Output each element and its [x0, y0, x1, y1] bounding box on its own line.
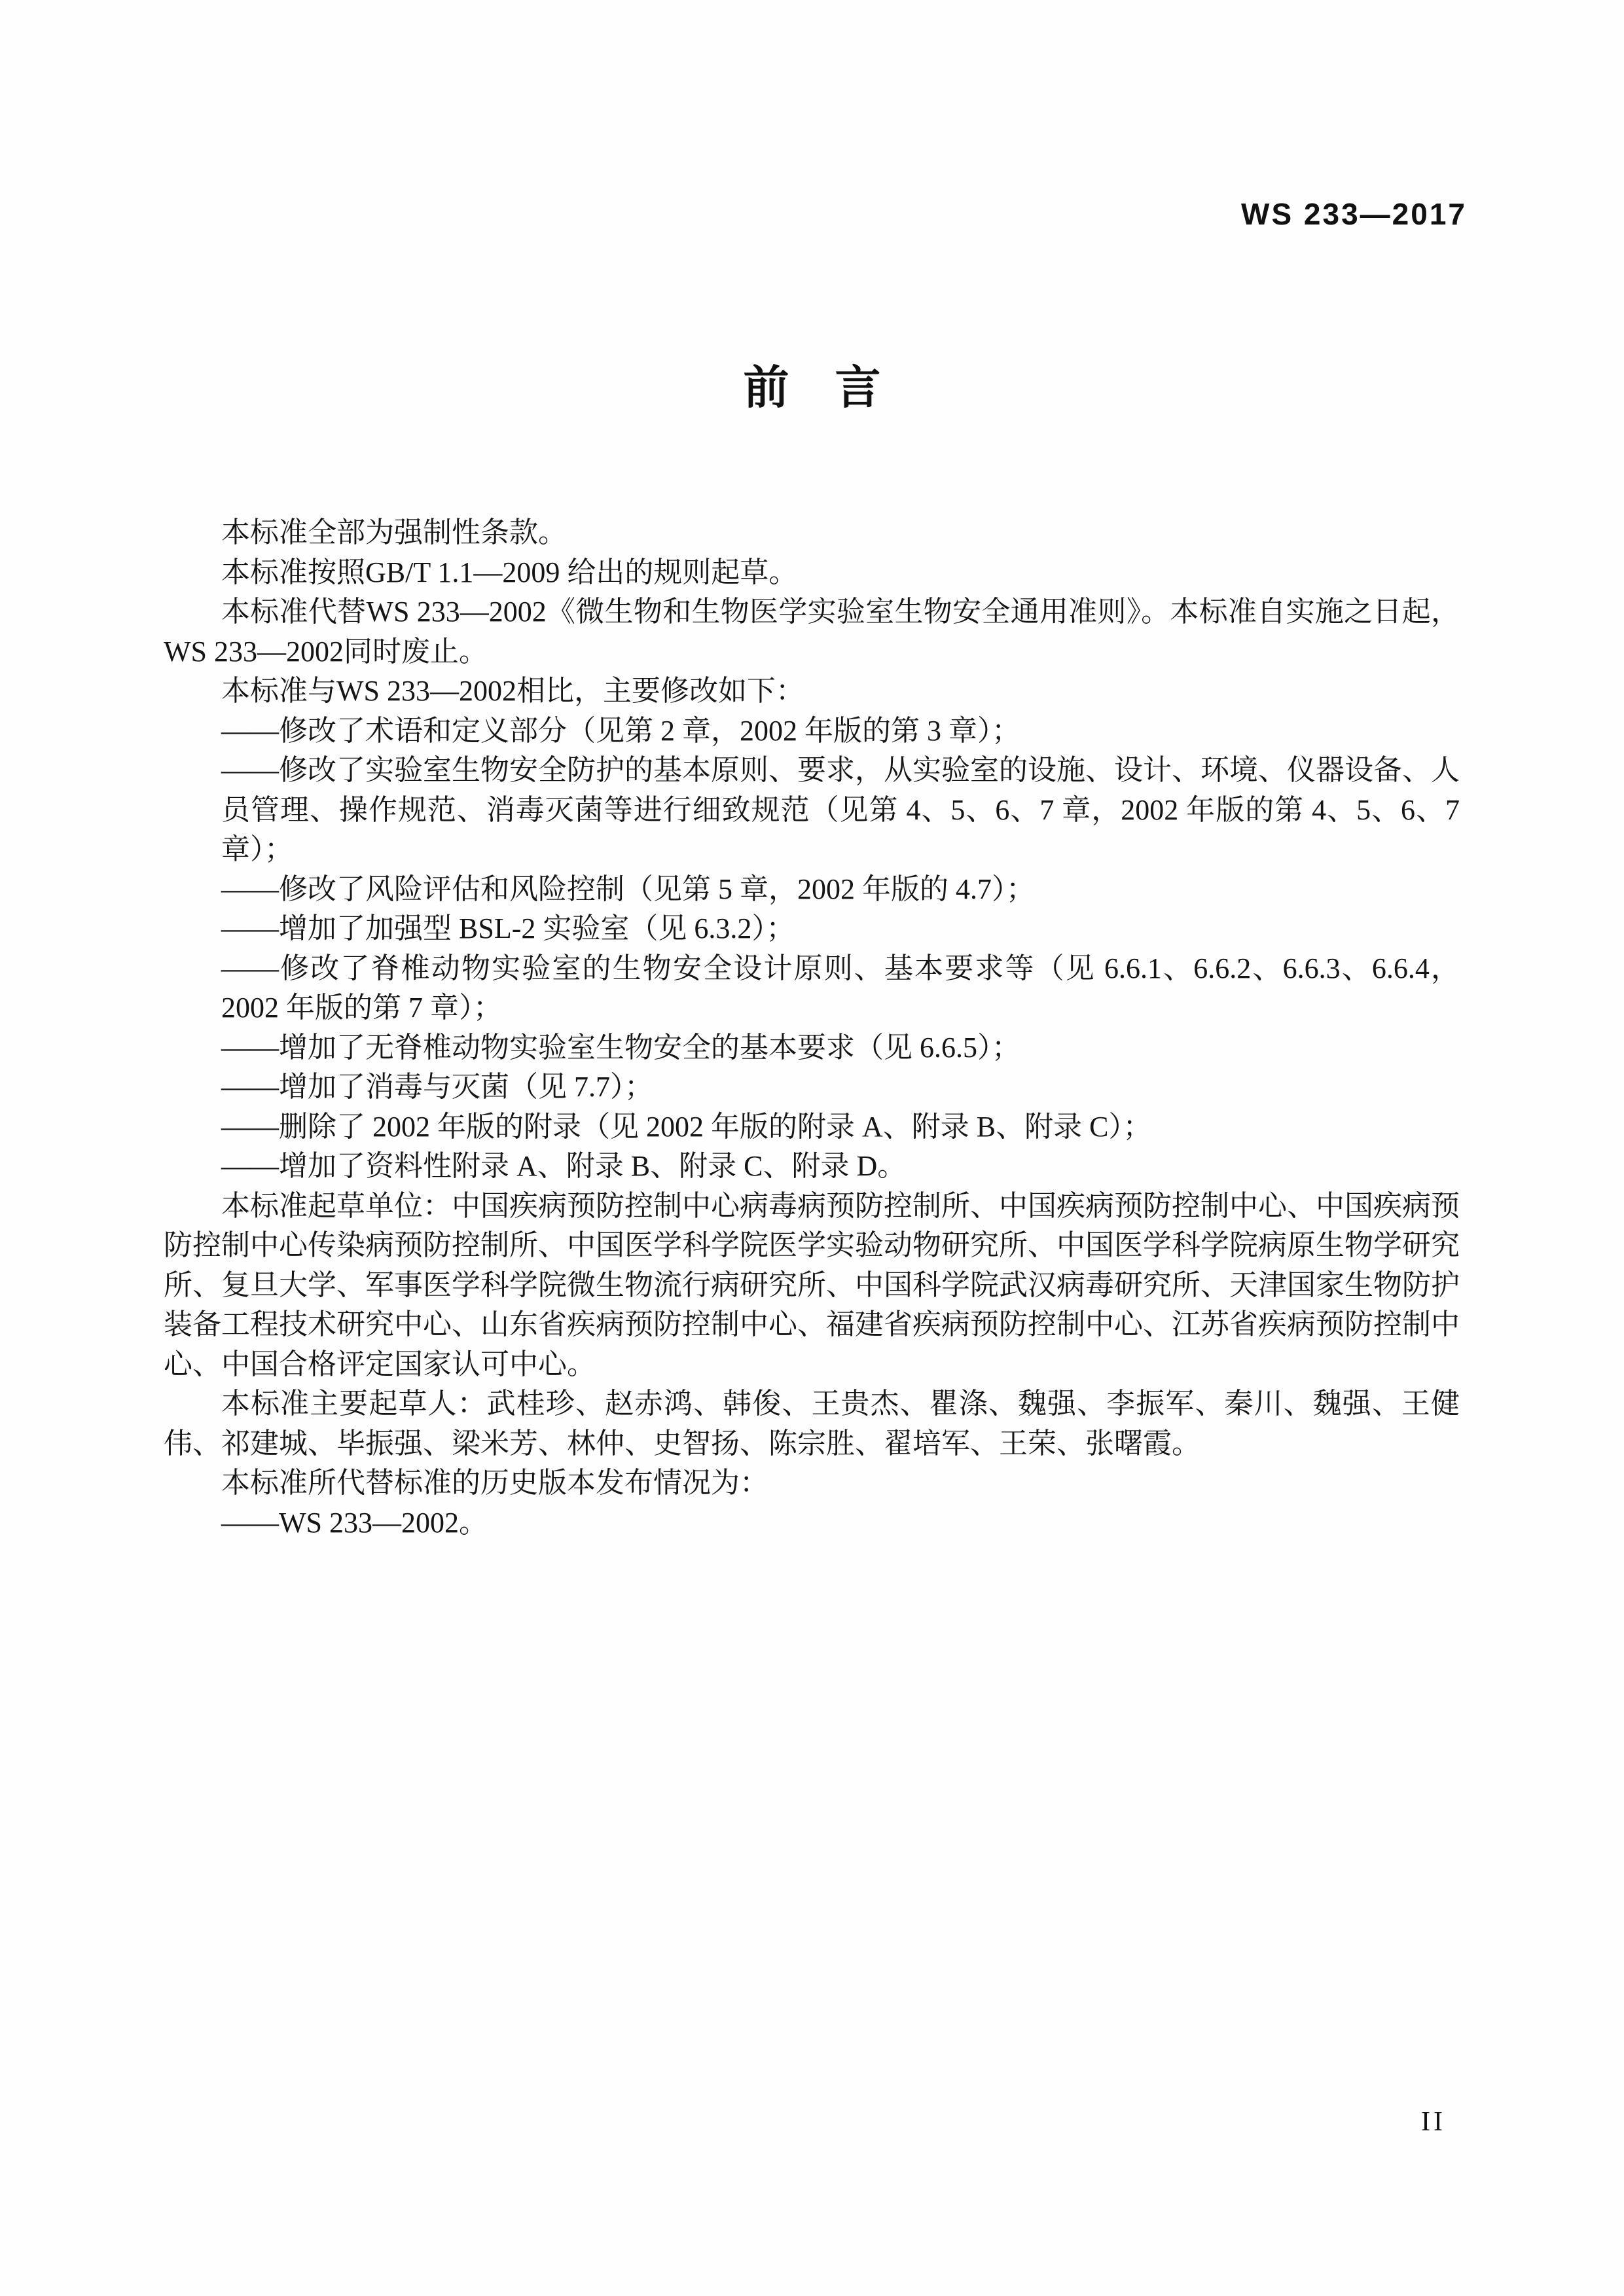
foreword-paragraph: 本标准按照GB/T 1.1—2009 给出的规则起草。	[221, 556, 798, 588]
page-title: 前 言	[743, 362, 881, 413]
foreword-paragraph: 本标准所代替标准的历史版本发布情况为：	[221, 1467, 768, 1499]
foreword-paragraph: ——删除了 2002 年版的附录（见 2002 年版的附录 A、附录 B、附录 C）；	[221, 1110, 1152, 1143]
foreword-paragraph: 本标准主要起草人：武桂珍、赵赤鸿、韩俊、王贵杰、瞿涤、魏强、李振军、秦川、魏强、王健伟、祁建城、毕振强、梁米芳、林仲、史智扬、陈宗胜、翟培军、王荣、张曙霞。	[164, 1388, 1460, 1460]
foreword-paragraph: 本标准起草单位：中国疾病预防控制中心病毒病预防控制所、中国疾病预防控制中心、中国疾病预防控制中心传染病预防控制所、中国医学科学院医学实验动物研究所、中国医学科学院病原生物学研究所、复旦大学、军事医学科学院微生物流行病研究所、中国科学院武汉病毒研究所、天津国家生物防护装备工程技术研究中心、山东省疾病预防控制中心、福建省疾病预防控制中心、江苏省疾病预防控制中心、中国合格评定国家认可中心。	[164, 1189, 1460, 1380]
page-number: II	[1421, 2107, 1446, 2137]
foreword-paragraph: ——增加了资料性附录 A、附录 B、附录 C、附录 D。	[221, 1150, 907, 1182]
foreword-paragraph: ——增加了加强型 BSL-2 实验室（见 6.3.2）；	[221, 912, 795, 944]
foreword-paragraph: 本标准全部为强制性条款。	[221, 516, 567, 548]
foreword-paragraph: ——修改了脊椎动物实验室的生物安全设计原则、基本要求等（见 6.6.1、6.6.2、6.6.3、6.6.4，2002 年版的第 7 章）；	[221, 952, 1460, 1024]
foreword-paragraph: ——增加了无脊椎动物实验室生物安全的基本要求（见 6.6.5）；	[221, 1031, 1020, 1064]
foreword-paragraph: 本标准代替WS 233—2002《微生物和生物医学实验室生物安全通用准则》。本标准自实施之日起，WS 233—2002同时废止。	[164, 596, 1460, 668]
foreword-paragraph: ——增加了消毒与灭菌（见 7.7）；	[221, 1071, 653, 1103]
foreword-paragraph: ——修改了术语和定义部分（见第 2 章，2002 年版的第 3 章）；	[221, 714, 1020, 747]
foreword-paragraph: ——修改了风险评估和风险控制（见第 5 章，2002 年版的 4.7）；	[221, 872, 1035, 905]
foreword-body	[164, 513, 1460, 1543]
foreword-paragraph: 本标准与WS 233—2002相比，主要修改如下：	[221, 675, 804, 707]
standard-number-header: WS 233—2017	[1241, 197, 1467, 231]
foreword-paragraph: ——修改了实验室生物安全防护的基本原则、要求，从实验室的设施、设计、环境、仪器设备、人员管理、操作规范、消毒灭菌等进行细致规范（见第 4、5、6、7 章，2002 年版的第 4、5、6、7 章）；	[221, 754, 1460, 865]
foreword-paragraph: ——WS 233—2002。	[221, 1506, 488, 1539]
